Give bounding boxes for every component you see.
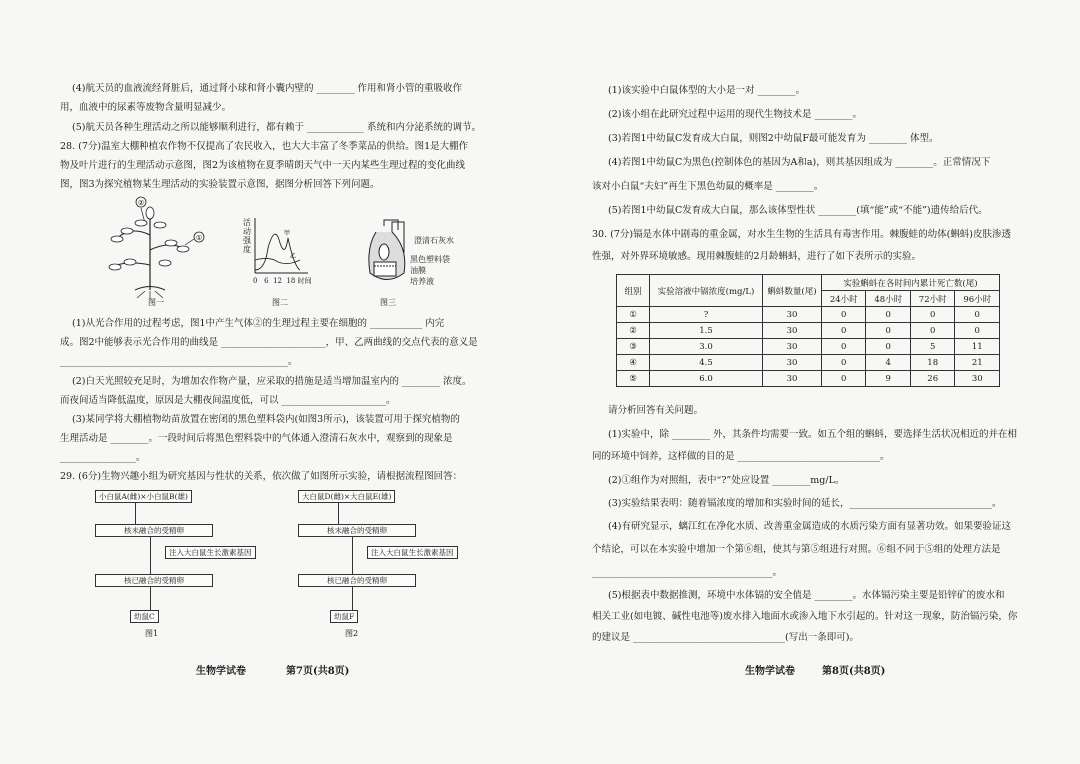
- flow2-parents: 大白鼠D(雌)×大白鼠E(雄): [298, 490, 395, 503]
- figure-2-label: 图二: [272, 298, 288, 307]
- curve-label-jia: 甲: [284, 230, 291, 237]
- flow1-inject-gene: 注入大白鼠生长激素基因: [165, 546, 256, 559]
- flow1-unfused-egg: 核未融合的受精卵: [95, 524, 213, 537]
- table-cell: 30: [763, 371, 822, 387]
- table-cell: 0: [822, 339, 866, 355]
- tick-label: 18: [286, 277, 296, 285]
- activity-curve-chart: [250, 218, 310, 280]
- table-cell: 30: [763, 355, 822, 371]
- table-row: [617, 323, 1000, 339]
- label-black-bag: 黑色塑料袋: [410, 255, 450, 264]
- label-culture-solution: 培养液: [410, 277, 434, 286]
- text-line: (5)若图1中幼鼠C发育成大白鼠，那么该体型性状 ________(填“能”或“不能”)遗传给后代。: [608, 205, 988, 216]
- table-cell: 4.5: [650, 355, 763, 371]
- table-cell: ③: [617, 339, 650, 355]
- tick-label: 0: [253, 277, 258, 285]
- table-cell: 0: [822, 307, 866, 323]
- figure-3-label: 图三: [380, 298, 396, 307]
- plant-diagram: [95, 195, 215, 300]
- text-line: (3)某同学将大棚植物幼苗放置在密闭的黑色塑料袋内(如图3所示)，该装置可用于探究植物的: [72, 414, 460, 425]
- footer-page: 第8页(共8页): [822, 666, 886, 677]
- table-cell: 3.0: [650, 339, 763, 355]
- text-line: (2)该小组在此研究过程中运用的现代生物技术是 ________。: [608, 109, 862, 120]
- text-line: 图，图3为探究植物某生理活动的实验装置示意图，据图分析回答下列问题。: [60, 179, 380, 190]
- table-cell: 0: [955, 307, 1000, 323]
- header-96h: 96小时: [955, 291, 1000, 307]
- table-cell: 0: [866, 307, 910, 323]
- table-cell: 0: [822, 371, 866, 387]
- flow2-fused-egg: 核已融合的受精卵: [298, 574, 416, 587]
- text-line: (4)若图1中幼鼠C为黑色(控制体色的基因为A和a)，则其基因组成为 ________。正常情况下: [608, 157, 991, 168]
- text-line: (1)该实验中白鼠体型的大小是一对 ________。: [608, 85, 805, 96]
- text-line: 用，血液中的尿素等废物含量明显减少。: [60, 102, 232, 113]
- text-line: (4)有研究显示，螭江红在净化水质、改善重金属造成的水质污染方面有显著功效。如果要验证这: [608, 521, 1011, 532]
- text-line: 生理活动是 ________。一段时间后将黑色塑料袋中的气体通入澄清石灰水中，观察到的现象是: [60, 433, 453, 444]
- table-cell: 0: [822, 355, 866, 371]
- bag-apparatus-diagram: [362, 218, 412, 290]
- footer-subject: 生物学试卷: [196, 666, 246, 677]
- table-cell: ④: [617, 355, 650, 371]
- text-line: (1)实验中，除 ________ 外，其条件均需要一致。如五个组的蝌蚪，要选择生活状况相近的并在相: [608, 429, 1017, 440]
- text-line: (3)实验结果表明：随着镉浓度的增加和实验时间的延长，______________________________。: [608, 498, 1002, 509]
- table-cell: 0: [955, 323, 1000, 339]
- table-cell: 1.5: [650, 323, 763, 339]
- figure-1-label: 图一: [148, 298, 164, 307]
- text-line: (1)从光合作用的过程考虑，图1中产生气体②的生理过程主要在细胞的 ___________ 内完: [72, 318, 445, 329]
- table-cell: 30: [763, 323, 822, 339]
- text-line: (5)航天员各种生理活动之所以能够顺利进行，都有赖于 ____________ 系统和内分泌系统的调节。: [72, 122, 481, 133]
- header-count: 蝌蚪数量(尾): [763, 275, 822, 307]
- tick-label: 6: [264, 277, 269, 285]
- question-30-heading: 30. (7分)镉是水体中剧毒的重金属，对水生生物的生活具有毒害作用。棘腹蛙的幼体(蝌蚪)皮肤渗透: [592, 229, 1011, 240]
- header-deaths: 实验蝌蚪在各时间内累计死亡数(尾): [822, 275, 1000, 291]
- x-axis-label: 时间: [297, 277, 312, 285]
- text-line: 而夜间适当降低温度，原因是大棚夜间温度低，可以 ______________________。: [60, 395, 396, 406]
- table-cell: 11: [955, 339, 1000, 355]
- marker-1: ①: [195, 234, 203, 242]
- table-row: [617, 307, 1000, 323]
- text-line: 该对小白鼠“夫妇”再生下黑色幼鼠的概率是 ________。: [592, 181, 824, 192]
- flow1-offspring: 幼鼠C: [130, 610, 159, 623]
- table-cell: ②: [617, 323, 650, 339]
- header-group: 组别: [617, 275, 650, 307]
- text-line: ________________________________________________。: [60, 356, 298, 367]
- header-concentration: 实验溶液中镉浓度(mg/L): [650, 275, 763, 307]
- flow2-offspring: 幼鼠F: [330, 610, 358, 623]
- table-cell: 5: [910, 339, 954, 355]
- table-cell: 9: [866, 371, 910, 387]
- table-cell: 0: [910, 307, 954, 323]
- table-cell: 30: [955, 371, 1000, 387]
- table-row: [617, 339, 1000, 355]
- table-cell: 0: [866, 339, 910, 355]
- text-line: 个结论，可以在本实验中增加一个第⑥组，使其与第⑤组进行对照。⑥组不同于⑤组的处理方法是: [592, 544, 1001, 555]
- text-line: 请分析回答有关问题。: [608, 405, 704, 416]
- text-line: 同的环境中饲养，这样做的目的是 ______________________________。: [592, 451, 890, 462]
- cadmium-results-table: [616, 274, 1000, 387]
- question-28-heading: 28. (7分)温室大棚种植农作物不仅提高了农民收入，也大大丰富了冬季菜品的供给。图1是大棚作: [60, 141, 469, 152]
- table-cell: 6.0: [650, 371, 763, 387]
- text-line: 相关工业(如电镀、碱性电池等)废水排入地面水或渗入地下水引起的。针对这一现象，防治镉污染，你: [592, 611, 1018, 622]
- flow2-inject-gene: 注入大白鼠生长激素基因: [367, 546, 458, 559]
- text-line: (2)白天光照较充足时，为增加农作物产量，应采取的措施是适当增加温室内的 ________ 浓度。: [72, 376, 472, 387]
- flow2-caption: 图2: [345, 629, 359, 638]
- text-line: (4)航天员的血液流经肾脏后，通过肾小球和肾小囊内壁的 ________ 作用和肾小管的重吸收作: [72, 83, 462, 94]
- footer-page: 第7页(共8页): [286, 666, 350, 677]
- table-cell: ⑤: [617, 371, 650, 387]
- tick-label: 12: [273, 277, 282, 285]
- text-line: (2)①组作为对照组，表中“?”处应设置 ________mg/L。: [608, 475, 845, 486]
- table-cell: ①: [617, 307, 650, 323]
- text-line: 的建议是 ________________________________(写出一条即可)。: [592, 632, 859, 643]
- flow1-parents: 小白鼠A(雌)×小白鼠B(雄): [95, 490, 192, 503]
- y-axis-label: 活动强度: [243, 218, 251, 254]
- header-24h: 24小时: [822, 291, 866, 307]
- table-cell: 30: [763, 307, 822, 323]
- question-29-heading: 29. (6分)生物兴趣小组为研究基因与性状的关系，依次做了如图所示实验，请根据流程图回答：: [60, 471, 463, 482]
- footer-subject: 生物学试卷: [745, 666, 795, 677]
- table-cell: 26: [910, 371, 954, 387]
- curve-label-yi: 乙: [290, 253, 297, 260]
- text-line: 物及叶片进行的生理活动示意图，图2为该植物在夏季晴朗天气中一天内某些生理过程的变化曲线: [60, 160, 466, 171]
- table-cell: 0: [910, 323, 954, 339]
- text-line: (3)若图1中幼鼠C发育成大白鼠，则图2中幼鼠F最可能发育为 ________ 体型。: [608, 133, 939, 144]
- header-72h: 72小时: [910, 291, 954, 307]
- table-cell: ?: [650, 307, 763, 323]
- table-cell: 18: [910, 355, 954, 371]
- table-cell: 0: [822, 323, 866, 339]
- table-cell: 21: [955, 355, 1000, 371]
- label-oil-film: 油膜: [410, 266, 426, 275]
- flow1-fused-egg: 核已融合的受精卵: [95, 574, 213, 587]
- label-limewater: 澄清石灰水: [414, 236, 454, 245]
- text-line: ______________________________________。: [592, 567, 783, 578]
- header-48h: 48小时: [866, 291, 910, 307]
- table-cell: 30: [763, 339, 822, 355]
- text-line: ________________。: [60, 452, 146, 463]
- table-cell: 0: [866, 323, 910, 339]
- table-row: [617, 371, 1000, 387]
- table-cell: 4: [866, 355, 910, 371]
- marker-2: ②: [137, 199, 145, 207]
- flow1-caption: 图1: [145, 629, 159, 638]
- flow2-unfused-egg: 核未融合的受精卵: [298, 524, 416, 537]
- right-page: [540, 0, 1080, 764]
- table-row: [617, 355, 1000, 371]
- text-line: 性强，对外界环境敏感。现用棘腹蛙的2月龄蝌蚪，进行了如下表所示的实验。: [592, 251, 922, 262]
- text-line: 成。图2中能够表示光合作用的曲线是 ______________________，甲、乙两曲线的交点代表的意义是: [60, 337, 478, 348]
- text-line: (5)根据表中数据推测，环境中水体镉的安全值是 ________。水体镉污染主要是铅锌矿的废水和: [608, 590, 1005, 601]
